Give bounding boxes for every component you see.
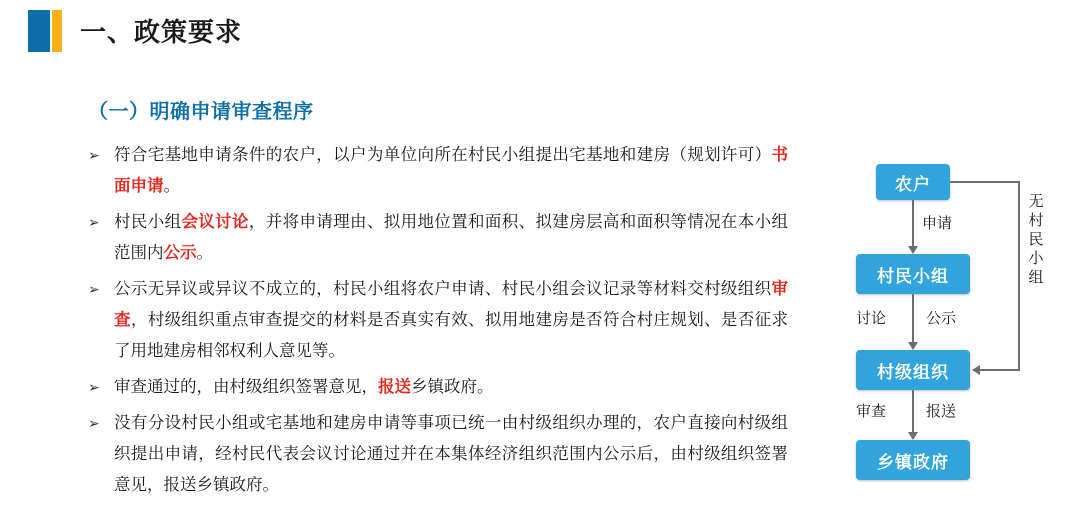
- list-item: [88, 372, 788, 403]
- list-item: [88, 140, 788, 202]
- flow-bypass-right: [1018, 181, 1020, 370]
- header-accent-blue: [28, 10, 50, 52]
- flow-connector-2: [912, 294, 914, 342]
- list-item: [88, 408, 788, 501]
- flow-side-label-no-group: 无村民小组: [1028, 193, 1044, 286]
- list-item-text: 符合宅基地申请条件的农户，以户为单位向所在村民小组提出宅基地和建房（规划许可）书面申请。: [114, 146, 788, 195]
- flow-node-cunmin-xiaozu: 村民小组: [856, 254, 970, 294]
- list-item-text: 公示无异议或异议不成立的，村民小组将农户申请、村民小组会议记录等材料交村级组织审查，村级组织重点审查提交的材料是否真实有效、拟用地建房是否符合村庄规划、是否征求了用地建房相邻权利人意见等。: [114, 280, 789, 360]
- bullet-marker-icon: ➢: [88, 214, 100, 230]
- flow-arrow-2: [908, 342, 918, 350]
- list-item: [88, 207, 788, 269]
- section-subtitle: （一）明确申请审查程序: [88, 101, 314, 123]
- flow-bypass-bottom: [980, 369, 1020, 371]
- bullet-marker-icon: ➢: [88, 415, 100, 431]
- flow-connector-1: [912, 200, 914, 246]
- main-content: [88, 95, 788, 506]
- header-accent-yellow: [52, 10, 62, 52]
- slide-header: [0, 0, 1080, 62]
- policy-bullet-list: [88, 140, 788, 501]
- flow-edge-label-baosong: 报送: [926, 403, 957, 420]
- flow-connector-3: [912, 390, 914, 432]
- list-item-text: 村民小组会议讨论，并将申请理由、拟用地位置和面积、拟建房层高和面积等情况在本小组范围内公示。: [114, 213, 789, 262]
- flow-edge-label-taolun: 讨论: [856, 310, 887, 327]
- flow-edge-label-shencha: 审查: [856, 403, 887, 420]
- list-item-text: 没有分设村民小组或宅基地和建房申请等事项已统一由村级组织办理的，农户直接向村级组织提出申请，经村民代表会议讨论通过并在本集体经济组织范围内公示后，由村级组织签署意见，报送乡镇政府。: [114, 414, 788, 494]
- bullet-marker-icon: ➢: [88, 147, 100, 163]
- flow-bypass-arrow: [972, 365, 980, 375]
- flow-node-cunji-zuzhi: 村级组织: [856, 350, 970, 390]
- flow-arrow-1: [908, 246, 918, 254]
- flow-edge-label-gongshi: 公示: [926, 310, 957, 327]
- flow-arrow-3: [908, 432, 918, 440]
- flow-node-xiangzhen-zhengfu: 乡镇政府: [856, 440, 970, 480]
- flow-bypass-top: [950, 181, 1020, 183]
- bullet-marker-icon: ➢: [88, 281, 100, 297]
- flow-edge-label-shenqing: 申请: [922, 215, 953, 232]
- approval-flow-diagram: [830, 150, 1070, 510]
- flow-node-nonghu: 农户: [876, 164, 950, 200]
- list-item: [88, 274, 788, 367]
- list-item-text: 审查通过的，由村级组织签署意见，报送乡镇政府。: [114, 378, 494, 396]
- bullet-marker-icon: ➢: [88, 379, 100, 395]
- page-title: 一、政策要求: [80, 17, 243, 47]
